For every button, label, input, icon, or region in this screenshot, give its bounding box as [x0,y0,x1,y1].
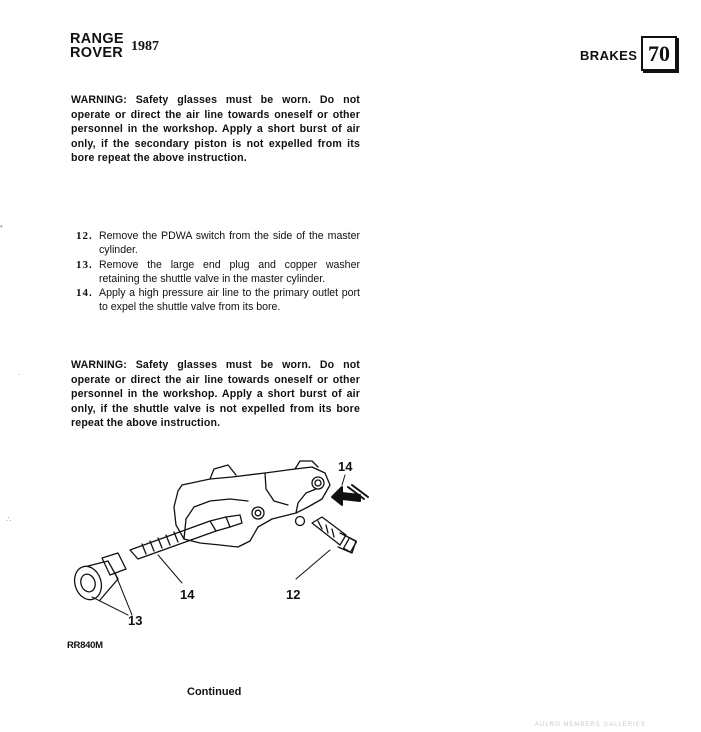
pdwa-switch [312,517,356,553]
step-text: Remove the large end plug and copper washer retaining the shuttle valve in the master cylinder. [99,258,360,285]
continued-label: Continued [187,686,242,698]
scan-speck: ∴ [6,515,12,524]
step-number: 12. [76,230,93,242]
step-item [76,258,360,287]
master-cylinder-body [174,461,330,547]
watermark: AULRO MEMBERS GALLERIES [535,722,646,728]
step-item [76,286,360,315]
brand-line-2: ROVER [70,45,124,61]
step-text: Apply a high pressure air line to the primary outlet port to expel the shuttle valve from its bore. [99,287,360,314]
scan-speck: · [18,370,21,379]
air-arrow [332,485,368,505]
brand-logo [70,32,124,60]
step-list [76,229,360,315]
section-number: 70 [648,40,670,66]
step-text: Remove the PDWA switch from the side of the master cylinder. [99,230,360,257]
step-item [76,229,360,258]
scan-speck: • [0,222,3,231]
warning-1-text: WARNING: Safety glasses must be worn. Do not operate or direct the air line towards oneself or other personnel in the workshop. Apply a short burst of air only, if the secondary piston is not expelled from its bore repeat the above instruction. [71,94,360,165]
figure-reference: RR840M [67,640,103,651]
warning-2 [71,358,360,431]
step-number: 14. [76,287,93,300]
exploded-diagram [60,455,380,630]
warning-2-text: WARNING: Safety glasses must be worn. Do not operate or direct the air line towards oneself or other personnel in the workshop. Apply a short burst of air only, if the shuttle valve is not expelled from its bore repeat the above instruction. [71,359,360,430]
end-plug [70,553,126,603]
diagram-drawing [60,455,380,630]
brand-line-1: RANGE [70,31,124,47]
callout-14-top: 14 [338,459,353,474]
section-number-box [641,36,677,71]
warning-1 [71,93,360,166]
callout-12-switch: 12 [286,587,301,602]
step-number: 13. [76,258,93,271]
callout-13-plug: 13 [128,613,143,628]
model-year: 1987 [131,39,159,54]
callout-14-valve: 14 [180,587,195,602]
section-title: BRAKES [580,48,638,63]
